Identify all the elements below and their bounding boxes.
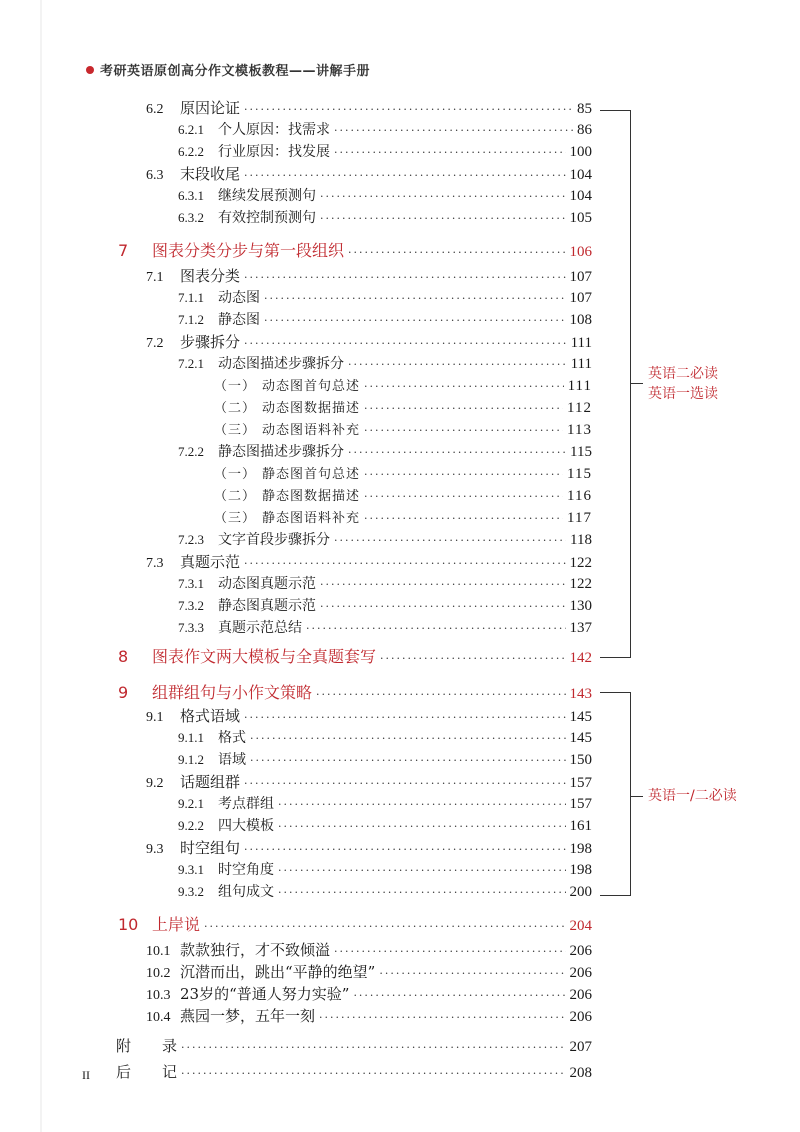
page-number: II [82, 1068, 90, 1082]
leader-dots [319, 1011, 565, 1024]
leader-dots [334, 945, 565, 958]
toc-entry-page: 198 [569, 841, 592, 857]
toc-entry-label [178, 815, 274, 835]
toc-entry-number: 9.3 [146, 842, 164, 857]
toc-entry[interactable] [178, 793, 592, 815]
bracket-tick [631, 796, 643, 797]
toc-entry[interactable] [118, 238, 592, 260]
leader-dots [244, 271, 565, 284]
toc-entry[interactable] [178, 119, 592, 141]
toc-entry-label [116, 1061, 177, 1082]
toc-entry[interactable] [118, 680, 592, 702]
toc-entry-title: 静态图数据描述 [262, 489, 361, 504]
toc-entry-label [178, 287, 260, 307]
toc-entry-label [146, 551, 240, 572]
toc-entry-label [178, 595, 316, 615]
leader-dots [364, 402, 563, 415]
toc-entry-label [214, 507, 360, 526]
toc-entry-title: 录 [162, 1037, 178, 1055]
toc-entry-title: 静态图描述步骤拆分 [218, 444, 344, 460]
header-title: 考研英语原创高分作文模板教程——讲解手册 [100, 64, 371, 79]
toc-entry-title: 组群组句与小作文策略 [152, 683, 313, 702]
toc-entry-title: 动态图描述步骤拆分 [218, 356, 344, 372]
toc-entry[interactable] [178, 617, 592, 639]
toc-entry-title: 时空组句 [180, 839, 241, 857]
toc-entry[interactable] [146, 331, 592, 353]
note-line-2: 英语一选读 [648, 386, 718, 402]
toc-entry[interactable] [146, 163, 592, 185]
toc-entry-title: 燕园一梦，五年一刻 [180, 1007, 316, 1025]
leader-dots [364, 490, 563, 503]
toc-entry-title: 语域 [218, 752, 246, 768]
toc-entry-title: 格式语域 [180, 707, 241, 725]
toc-entry-number: 7.3.2 [178, 598, 204, 613]
leader-dots [316, 688, 565, 701]
toc-entry-page: 207 [569, 1039, 592, 1055]
toc-entry-label [146, 265, 240, 286]
toc-entry[interactable] [118, 912, 592, 934]
toc-entry[interactable] [118, 644, 592, 666]
toc-entry-number: 6.3 [146, 168, 164, 183]
toc-entry-number: 8 [118, 647, 129, 666]
leader-dots [244, 337, 567, 350]
toc-entry-page: 206 [569, 943, 592, 959]
toc-entry[interactable] [146, 837, 592, 859]
toc-entry[interactable] [146, 265, 592, 287]
toc-entry-page: 104 [569, 188, 592, 204]
toc-entry-label [178, 727, 246, 747]
toc-entry-label [146, 939, 330, 960]
toc-entry-page: 137 [569, 620, 592, 636]
toc-entry-page: 105 [569, 210, 592, 226]
leader-dots [320, 212, 566, 225]
toc-entry-page: 106 [569, 244, 592, 260]
leader-dots [380, 652, 565, 665]
toc-entry-number: （一） [214, 467, 257, 482]
toc-entry-label [214, 463, 360, 482]
toc-entry[interactable] [178, 881, 592, 903]
toc-entry-title: 真题示范 [180, 553, 241, 571]
toc-entry-title: 考点群组 [218, 796, 274, 812]
toc-entry-number: 6.2.2 [178, 144, 204, 159]
toc-entry-page: 206 [569, 965, 592, 981]
toc-entry[interactable] [178, 595, 592, 617]
leader-dots [250, 754, 566, 767]
toc-entry-label [214, 419, 360, 438]
toc-entry-label [178, 141, 330, 161]
toc-entry-title: 原因论证 [180, 99, 241, 117]
toc-entry[interactable] [116, 1061, 592, 1083]
toc-entry-number: 9.2 [146, 776, 164, 791]
toc-entry-label [146, 983, 349, 1004]
toc-entry[interactable] [178, 353, 592, 375]
toc-entry-number: 6.3.2 [178, 210, 204, 225]
leader-dots [204, 920, 565, 933]
toc-entry-number: 6.2 [146, 102, 164, 117]
toc-entry-label [178, 119, 330, 139]
toc-entry-page: 143 [569, 686, 592, 702]
toc-entry[interactable] [146, 939, 592, 961]
toc-entry-label [118, 680, 312, 703]
toc-entry-page: 161 [569, 818, 592, 834]
toc-entry[interactable] [178, 207, 592, 229]
toc-entry-label [178, 185, 316, 205]
toc-entry-number: 9 [118, 683, 129, 702]
toc-entry-title: 图表作文两大模板与全真题套写 [152, 647, 377, 666]
running-header [86, 60, 370, 79]
toc-entry-number: （二） [214, 401, 257, 416]
toc-entry-title: 继续发展预测句 [218, 188, 316, 204]
toc-entry-number: 9.1.1 [178, 730, 204, 745]
bracket-tick [631, 383, 643, 384]
toc-entry-title: 话题组群 [180, 773, 241, 791]
toc-entry-title: 真题示范总结 [218, 620, 302, 636]
toc-entry-title: 动态图真题示范 [218, 576, 316, 592]
toc-entry[interactable] [178, 859, 592, 881]
toc-entry-label [146, 771, 240, 792]
toc-entry-title: 行业原因：找发展 [218, 144, 330, 160]
toc-entry-number: 9.1.2 [178, 752, 204, 767]
bullet-icon [86, 66, 94, 74]
toc-entry-page: 118 [570, 532, 592, 548]
toc-entry-label [146, 331, 240, 352]
toc-entry-page: 157 [569, 796, 592, 812]
toc-entry-title: 格式 [218, 730, 246, 746]
toc-entry[interactable] [214, 485, 592, 507]
toc-entry-title: 个人原因：找需求 [218, 122, 330, 138]
leader-dots [278, 820, 566, 833]
leader-dots [306, 622, 566, 635]
leader-dots [353, 989, 565, 1002]
toc-entry-page: 204 [569, 918, 592, 934]
toc-entry-number: 9.2.2 [178, 818, 204, 833]
toc-entry-title: 记 [162, 1063, 178, 1081]
toc-entry-label [178, 309, 260, 329]
toc-entry-page: 104 [569, 167, 592, 183]
toc-entry[interactable] [178, 815, 592, 837]
toc-entry-label [178, 207, 316, 227]
toc-entry-title: 静态图 [218, 312, 260, 328]
leader-dots [334, 534, 566, 547]
toc-entry[interactable] [178, 287, 592, 309]
toc-entry[interactable] [214, 507, 592, 529]
bracket-ch9 [600, 692, 631, 896]
toc-entry-title: 有效控制预测句 [218, 210, 316, 226]
leader-dots [379, 967, 565, 980]
leader-dots [320, 190, 566, 203]
bracket-ch6-7 [600, 110, 631, 658]
leader-dots [364, 468, 563, 481]
toc-entry-number: 7.1.1 [178, 290, 204, 305]
toc-entry-title: 图表分类分步与第一段组织 [152, 241, 345, 260]
leader-dots [348, 246, 565, 259]
toc-entry-label [178, 749, 246, 769]
toc-entry-label [178, 617, 302, 637]
toc-entry[interactable] [146, 97, 592, 119]
leader-dots [244, 711, 565, 724]
toc-entry-number: 附 [116, 1037, 132, 1055]
toc-entry[interactable] [146, 983, 592, 1005]
toc-entry[interactable] [146, 551, 592, 573]
toc-entry[interactable] [116, 1035, 592, 1057]
leader-dots [348, 358, 567, 371]
toc-entry[interactable] [178, 441, 592, 463]
toc-entry-label [214, 485, 360, 504]
toc-entry-title: 文字首段步骤拆分 [218, 532, 330, 548]
toc-entry-number: 10 [118, 915, 139, 934]
toc-entry-title: 动态图首句总述 [262, 379, 361, 394]
toc-entry-title: 23岁的“普通人努力实验” [180, 985, 350, 1003]
toc-entry-title: 静态图首句总述 [262, 467, 361, 482]
toc-entry[interactable] [178, 573, 592, 595]
leader-dots [181, 1067, 565, 1080]
toc-entry-label [146, 163, 240, 184]
leader-dots [244, 777, 565, 790]
leader-dots [250, 732, 566, 745]
note-line-1: 英语二必读 [648, 366, 718, 382]
toc-entry-number: 7.3.3 [178, 620, 204, 635]
toc-entry[interactable] [214, 463, 592, 485]
toc-entry-page: 157 [569, 775, 592, 791]
toc-entry-page: 107 [569, 269, 592, 285]
toc-entry-label [116, 1035, 177, 1056]
toc-entry-page: 108 [569, 312, 592, 328]
toc-entry-page: 206 [569, 987, 592, 1003]
toc-entry-page: 122 [569, 555, 592, 571]
toc-entry-label [178, 441, 344, 461]
toc-entry-page: 100 [569, 144, 592, 160]
toc-entry-title: 上岸说 [152, 915, 201, 934]
toc-entry-label [178, 793, 274, 813]
toc-entry-title: 四大模板 [218, 818, 274, 834]
toc-entry-number: 7.2.2 [178, 444, 204, 459]
note-english12: 英语一/二必读 [648, 788, 737, 804]
toc-entry-page: 200 [569, 884, 592, 900]
leader-dots [181, 1041, 565, 1054]
toc-entry-number: 7.2.1 [178, 356, 204, 371]
toc-entry-number: 10.4 [146, 1010, 171, 1025]
toc-entry-number: 7.3.1 [178, 576, 204, 591]
toc-entry-page: 111 [567, 378, 592, 394]
toc-entry-title: 末段收尾 [180, 165, 241, 183]
toc-entry-label [118, 912, 200, 935]
toc-entry-page: 117 [567, 510, 592, 526]
toc-entry-number: （一） [214, 379, 257, 394]
toc-entry-page: 111 [570, 335, 592, 351]
toc-entry-page: 130 [569, 598, 592, 614]
toc-entry-number: （三） [214, 511, 257, 526]
toc-entry-label [146, 837, 240, 858]
toc-entry-label [178, 859, 274, 879]
toc-entry-label [146, 961, 375, 982]
leader-dots [334, 124, 573, 137]
toc-entry-title: 动态图语料补充 [262, 423, 361, 438]
toc-entry[interactable] [178, 309, 592, 331]
toc-entry-title: 步骤拆分 [180, 333, 241, 351]
toc-entry[interactable] [146, 705, 592, 727]
toc-entry-title: 静态图语料补充 [262, 511, 361, 526]
toc-entry[interactable] [146, 771, 592, 793]
leader-dots [264, 314, 566, 327]
toc-entry-page: 86 [577, 122, 592, 138]
leader-dots [244, 557, 565, 570]
toc-entry-label [214, 397, 360, 416]
toc-entry-number: 9.1 [146, 710, 164, 725]
toc-entry-page: 111 [570, 356, 592, 372]
toc-entry-label [178, 353, 344, 373]
toc-entry-number: 7.1.2 [178, 312, 204, 327]
toc-entry-page: 85 [577, 101, 592, 117]
leader-dots [364, 512, 563, 525]
leader-dots [278, 864, 566, 877]
toc-entry-number: 6.2.1 [178, 122, 204, 137]
toc-entry[interactable] [178, 141, 592, 163]
toc-entry-page: 142 [569, 650, 592, 666]
toc-entry-number: 7.2.3 [178, 532, 204, 547]
toc-entry-number: 7.3 [146, 556, 164, 571]
leader-dots [264, 292, 566, 305]
toc-entry-label [146, 97, 240, 118]
toc-entry-number: 9.3.1 [178, 862, 204, 877]
toc-entry-title: 组句成文 [218, 884, 274, 900]
toc-entry[interactable] [178, 185, 592, 207]
toc-entry-number: 后 [116, 1063, 132, 1081]
toc-entry-page: 198 [569, 862, 592, 878]
leader-dots [320, 600, 566, 613]
toc-entry-label [146, 705, 240, 726]
note-english2 [648, 364, 718, 404]
leader-dots [364, 380, 564, 393]
toc-entry-title: 动态图数据描述 [262, 401, 361, 416]
toc-entry-page: 150 [569, 752, 592, 768]
scan-edge [40, 0, 42, 1132]
toc-entry[interactable] [178, 529, 592, 551]
toc-entry-title: 静态图真题示范 [218, 598, 316, 614]
toc-entry-page: 116 [567, 488, 592, 504]
toc-entry-title: 图表分类 [180, 267, 241, 285]
toc-entry-label [178, 881, 274, 901]
toc-entry-page: 115 [570, 444, 592, 460]
toc-entry-page: 145 [569, 730, 592, 746]
toc-entry-page: 112 [567, 400, 592, 416]
toc-entry-page: 115 [567, 466, 592, 482]
toc-entry-number: 9.2.1 [178, 796, 204, 811]
toc-entry[interactable] [214, 375, 592, 397]
toc-entry-title: 动态图 [218, 290, 260, 306]
toc-entry-label [146, 1005, 315, 1026]
toc-entry-label [118, 644, 376, 667]
toc-entry-number: 10.2 [146, 966, 171, 981]
toc-entry-page: 145 [569, 709, 592, 725]
toc-entry[interactable] [146, 1005, 592, 1027]
toc-entry-number: 7.2 [146, 336, 164, 351]
toc-entry-number: 6.3.1 [178, 188, 204, 203]
leader-dots [320, 578, 566, 591]
toc-entry-page: 122 [569, 576, 592, 592]
toc-entry[interactable] [178, 727, 592, 749]
toc-entry-page: 113 [567, 422, 592, 438]
toc-entry[interactable] [178, 749, 592, 771]
toc-entry-label [178, 529, 330, 549]
leader-dots [278, 886, 566, 899]
leader-dots [244, 169, 565, 182]
toc-entry-number: 10.3 [146, 988, 171, 1003]
toc-entry-number: 7.1 [146, 270, 164, 285]
toc-entry-number: 9.3.2 [178, 884, 204, 899]
toc-entry-page: 208 [569, 1065, 592, 1081]
toc-entry[interactable] [214, 419, 592, 441]
toc-entry-page: 107 [569, 290, 592, 306]
toc-entry-label [178, 573, 316, 593]
toc-entry-number: 7 [118, 241, 129, 260]
toc-entry-title: 款款独行，才不致倾溢 [180, 941, 331, 959]
toc-entry-page: 206 [569, 1009, 592, 1025]
toc-entry[interactable] [146, 961, 592, 983]
toc-entry[interactable] [214, 397, 592, 419]
leader-dots [334, 146, 566, 159]
leader-dots [278, 798, 566, 811]
toc-entry-title: 时空角度 [218, 862, 274, 878]
leader-dots [348, 446, 566, 459]
toc-entry-number: 10.1 [146, 944, 171, 959]
leader-dots [364, 424, 563, 437]
toc-entry-title: 沉潜而出，跳出“平静的绝望” [180, 963, 376, 981]
toc-entry-label [214, 375, 360, 394]
toc-entry-number: （二） [214, 489, 257, 504]
leader-dots [244, 103, 573, 116]
toc-entry-number: （三） [214, 423, 257, 438]
toc-entry-label [118, 238, 344, 261]
leader-dots [244, 843, 565, 856]
